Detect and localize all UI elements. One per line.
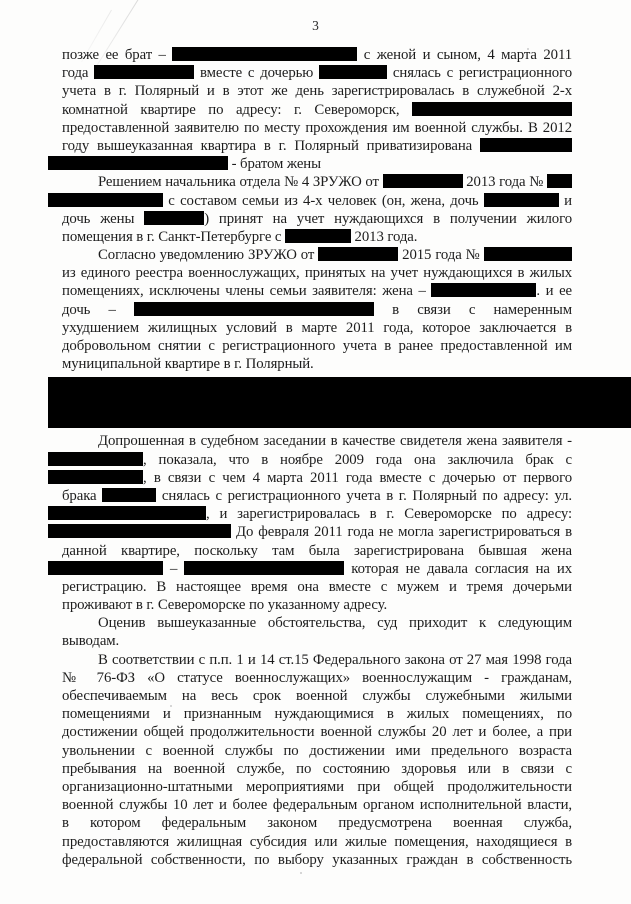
text-line: дочь – в связи с намеренным [62, 301, 572, 318]
text-line: года вместе с дочерью снялась с регистрационного [62, 65, 572, 82]
text-line: , и зарегистрировалась в г. Североморске по адресу: [62, 505, 572, 523]
text-line: проживают в г. Североморске по указанному адресу. [62, 597, 388, 614]
text-line: году вышеуказанная квартира в г. Полярный приватизирована [62, 137, 572, 155]
text-line: помещениях, исключены члены семьи заявителя: жена – . и ее [62, 283, 572, 300]
scan-speck [300, 872, 302, 874]
text-line: , показала, что в ноябре 2009 года она заключила брак с [62, 451, 572, 469]
text-line: организационно-штатными мероприятиями при общей продолжительности [62, 778, 572, 795]
text-line: – которая не давала согласия на их [62, 560, 572, 578]
text-line: № 76-ФЗ «О статусе военнослужащих» военнослужащим - гражданам, [62, 669, 572, 686]
text-line: учета в г. Полярный и в этот же день зарегистрировалась в служебной 2-х [62, 83, 572, 100]
text-line: увольнении с военной службы по достижении ими предельного возраста [62, 742, 572, 759]
text-line: - братом жены [62, 155, 572, 173]
redaction-bar [319, 65, 387, 79]
text-line: регистрацию. В настоящее время она вместе с мужем и тремя дочерьми [62, 578, 572, 595]
redaction-bar [172, 47, 357, 61]
redaction-bar [48, 524, 231, 538]
redaction-bar [48, 506, 206, 520]
redaction-bar [144, 211, 204, 225]
text-line: Решением начальника отдела № 4 ЗРУЖО от 2013 года № [62, 173, 572, 191]
redaction-bar [48, 561, 163, 575]
redaction-bar [184, 561, 344, 575]
redaction-bar [484, 247, 572, 261]
text-line: достижении общей продолжительности военной службы 20 лет и более, а при [62, 724, 572, 741]
page-number: 3 [312, 18, 319, 33]
redaction-block [48, 377, 631, 428]
text-line: выводам. [62, 633, 120, 650]
redaction-bar [285, 229, 351, 243]
redaction-bar [484, 193, 559, 207]
text-line: пребывания на военной службе, по состоянию здоровья или в связи с [62, 760, 572, 777]
text-line: с составом семьи из 4-х человек (он, жена, дочь и [62, 192, 572, 210]
redaction-bar [412, 102, 572, 116]
text-line: муниципальной квартире в г. Полярный. [62, 356, 314, 373]
text-line: помещения в г. Санкт-Петербурге с 2013 года. [62, 228, 418, 245]
text-line: в котором федеральным законом предусмотрена военная служба, [62, 815, 572, 832]
text-line: Оценив вышеуказанные обстоятельства, суд приходит к следующим [98, 615, 572, 632]
text-line: из единого реестра военнослужащих, принятых на учет нуждающихся в жилых [62, 265, 572, 282]
text-line: обеспечиваемым на весь срок военной службы служебными жилыми [62, 688, 572, 704]
text-line: военной службы 10 лет и более федеральным органом исполнительной власти, [62, 797, 572, 814]
text-line: , в связи с чем 4 марта 2011 года вместе с дочерью от первого [62, 469, 572, 487]
text-line: До февраля 2011 года не могла зарегистрироваться в [62, 523, 572, 541]
text-line: Согласно уведомлению ЗРУЖО от 2015 года № [62, 246, 572, 264]
text-line: добровольном снятии с регистрационного учета в ранее предоставленной им [62, 338, 572, 354]
redaction-bar [48, 156, 228, 170]
redaction-bar [318, 247, 398, 261]
text-content [62, 46, 572, 869]
text-line: позже ее брат – с женой и сыном, 4 марта 2011 [62, 47, 572, 63]
redaction-bar [48, 452, 143, 466]
redaction-bar [431, 283, 536, 297]
redaction-bar [383, 174, 463, 188]
text-line: федеральной собственности, по выбору указанных граждан в собственность [62, 851, 572, 868]
redaction-bar [48, 470, 143, 484]
text-line: помещениями и признанным нуждающимися в жилых помещениях, по [62, 706, 572, 723]
text-line: дочь жены ) принят на учет нуждающихся в получении жилого [62, 210, 572, 227]
text-line: предоставленной заявителю по месту прохождения им военной службы. В 2012 [62, 119, 572, 136]
text-line: данной квартире, поскольку там была зарегистрирована бывшая жена [62, 542, 572, 559]
redaction-bar [102, 488, 156, 502]
redaction-bar [134, 302, 374, 316]
text-line: брака снялась с регистрационного учета в г. Полярный по адресу: ул. [62, 487, 572, 504]
text-line: комнатной квартире по адресу: г. Североморск, [62, 101, 572, 119]
redaction-bar [94, 65, 194, 79]
text-line: ухудшением жилищных условий в марте 2011 года, которое заключается в [62, 319, 572, 336]
redaction-bar [547, 174, 572, 188]
text-line: Допрошенная в судебном заседании в качестве свидетеля жена заявителя - [98, 433, 572, 450]
redaction-bar [48, 193, 163, 207]
redaction-bar [480, 138, 572, 152]
text-line: В соответствии с п.п. 1 и 14 ст.15 Федерального закона от 27 мая 1998 года [98, 651, 572, 668]
text-line: предоставляются жилищная субсидия или жилые помещения, находящиеся в [62, 833, 572, 850]
